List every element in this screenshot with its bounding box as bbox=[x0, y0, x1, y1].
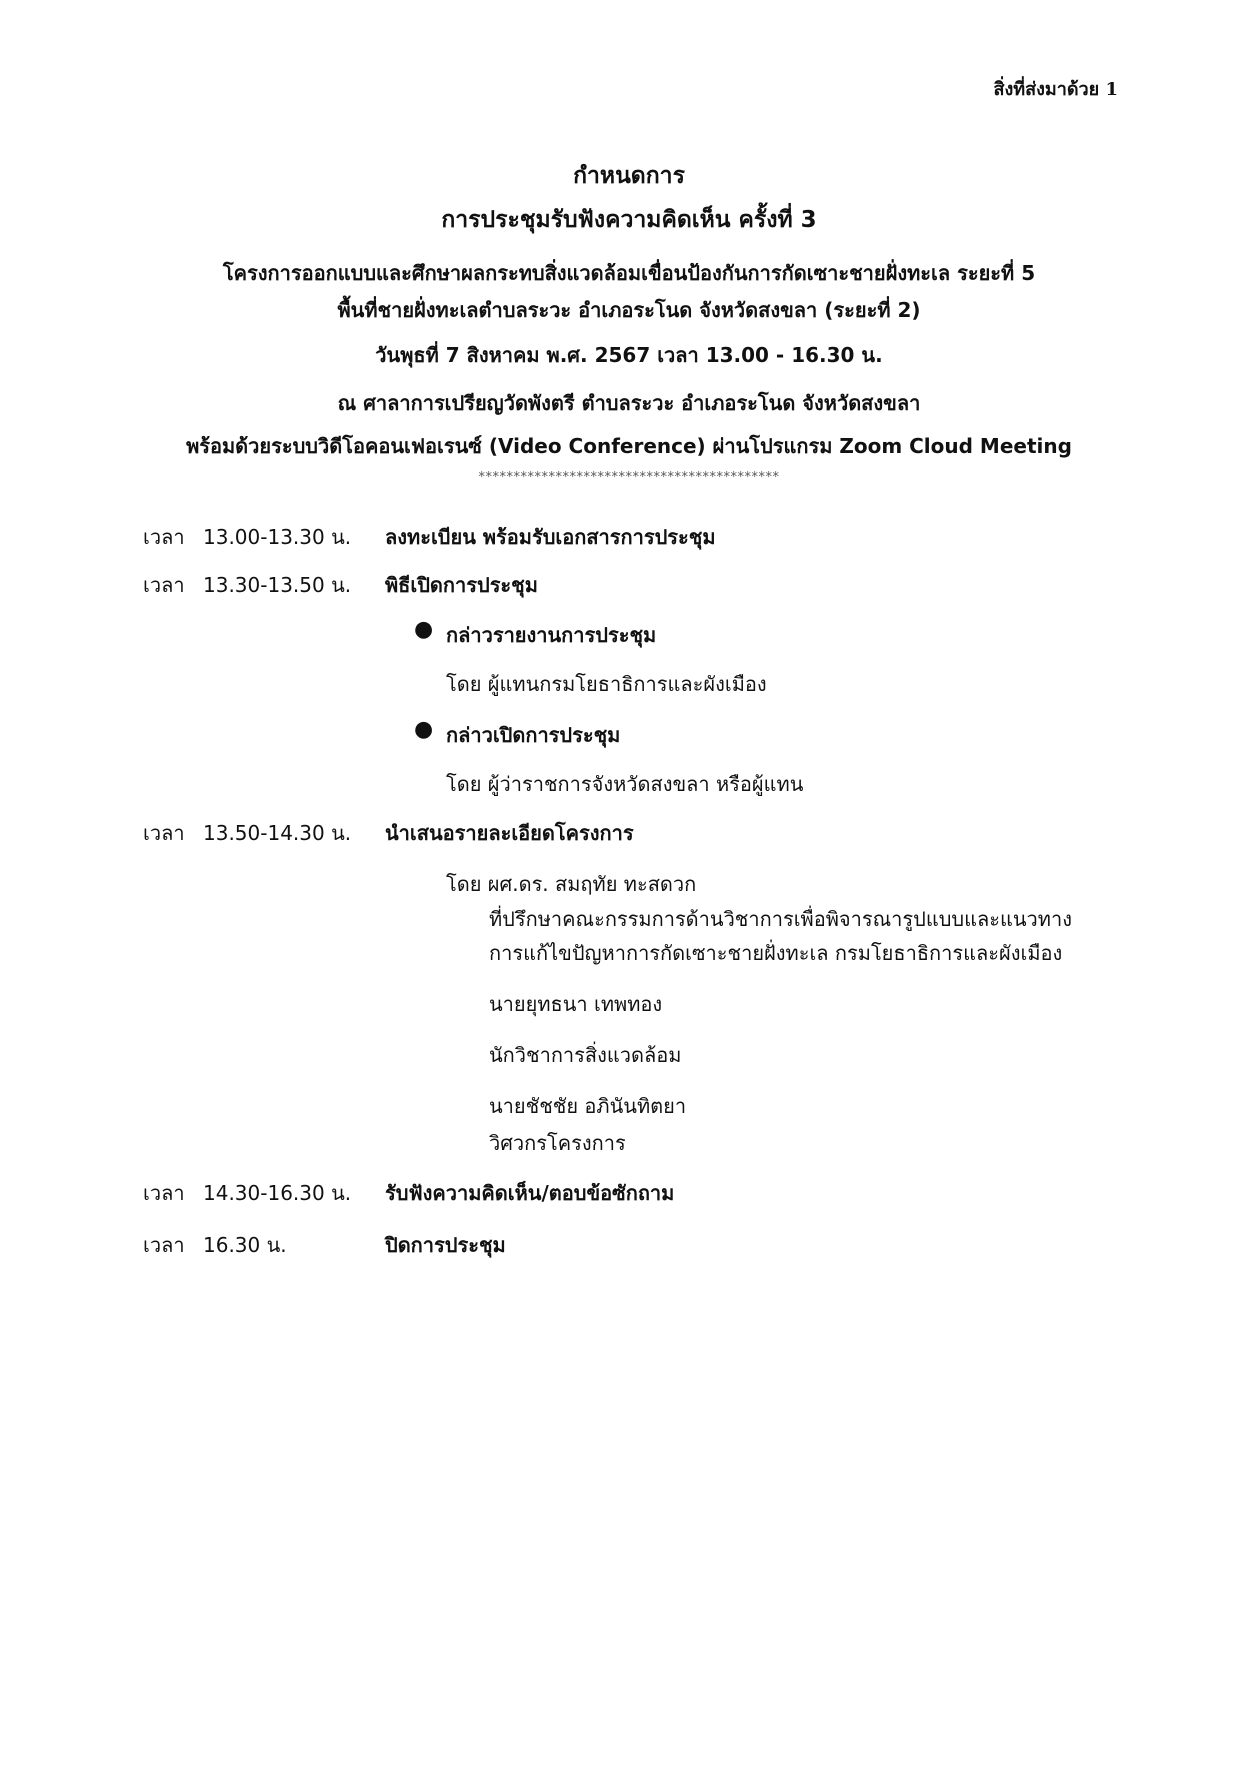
open-by: โดย ผู้ว่าราชการจังหวัดสงขลา หรือผู้แทน bbox=[446, 772, 804, 796]
separator-line: ******************************************* bbox=[478, 470, 780, 485]
open-title: กล่าวเปิดการประชุม bbox=[446, 723, 621, 747]
bullet-icon: ● bbox=[414, 717, 434, 742]
presenter-2-role: นักวิชาการสิ่งแวดล้อม bbox=[489, 1043, 682, 1067]
agenda-item-closing: ปิดการประชุม bbox=[385, 1233, 506, 1257]
presenter-3-name: นายชัชชัย อภินันทิตยา bbox=[489, 1094, 687, 1118]
agenda-item-registration: ลงทะเบียน พร้อมรับเอกสารการประชุม bbox=[385, 525, 716, 549]
project-name-line2: พื้นที่ชายฝั่งทะเลตำบลระวะ อำเภอระโนด จังหวัดสงขลา (ระยะที่ 2) bbox=[337, 298, 921, 322]
presenter-2-name: นายยุทธนา เทพทอง bbox=[489, 992, 663, 1016]
presenter-1-name: โดย ผศ.ดร. สมฤทัย ทะสดวก bbox=[446, 872, 697, 896]
meeting-date: วันพุธที่ 7 สิงหาคม พ.ศ. 2567 เวลา 13.00 - 16.30 น. bbox=[375, 343, 883, 367]
presenter-1-role-line2: การแก้ไขปัญหาการกัดเซาะชายฝั่งทะเล กรมโยธาธิการและผังเมือง bbox=[489, 941, 1063, 965]
time-label: เวลา bbox=[143, 525, 185, 549]
meeting-title: การประชุมรับฟังความคิดเห็น ครั้งที่ 3 bbox=[441, 207, 817, 233]
document-title: กำหนดการ bbox=[573, 163, 685, 189]
agenda-item-opening: พิธีเปิดการประชุม bbox=[385, 573, 538, 597]
bullet-icon: ● bbox=[414, 617, 434, 642]
time-label: เวลา bbox=[143, 573, 185, 597]
agenda-item-qa: รับฟังความคิดเห็น/ตอบข้อซักถาม bbox=[385, 1181, 675, 1205]
time-value: 13.00-13.30 น. bbox=[203, 525, 352, 549]
time-label: เวลา bbox=[143, 1181, 185, 1205]
time-value: 16.30 น. bbox=[203, 1233, 287, 1257]
agenda-item-presentation: นำเสนอรายละเอียดโครงการ bbox=[385, 821, 634, 845]
meeting-venue: ณ ศาลาการเปรียญวัดพังตรี ตำบลระวะ อำเภอระโนด จังหวัดสงขลา bbox=[337, 391, 921, 415]
online-meeting-info: พร้อมด้วยระบบวิดีโอคอนเฟอเรนซ์ (Video Conference) ผ่านโปรแกรม Zoom Cloud Meeting bbox=[186, 434, 1072, 458]
report-by: โดย ผู้แทนกรมโยธาธิการและผังเมือง bbox=[446, 672, 767, 696]
time-label: เวลา bbox=[143, 1233, 185, 1257]
project-name-line1: โครงการออกแบบและศึกษาผลกระทบสิ่งแวดล้อมเขื่อนป้องกันการกัดเซาะชายฝั่งทะเล ระยะที่ 5 bbox=[222, 261, 1036, 285]
attachment-label: สิ่งที่ส่งมาด้วย 1 bbox=[993, 79, 1118, 100]
report-title: กล่าวรายงานการประชุม bbox=[446, 623, 657, 647]
time-value: 13.30-13.50 น. bbox=[203, 573, 352, 597]
time-value: 14.30-16.30 น. bbox=[203, 1181, 352, 1205]
presenter-1-role-line1: ที่ปรึกษาคณะกรรมการด้านวิชาการเพื่อพิจารณารูปแบบและแนวทาง bbox=[489, 907, 1072, 931]
time-label: เวลา bbox=[143, 821, 185, 845]
time-value: 13.50-14.30 น. bbox=[203, 821, 352, 845]
presenter-3-role: วิศวกรโครงการ bbox=[489, 1131, 626, 1155]
